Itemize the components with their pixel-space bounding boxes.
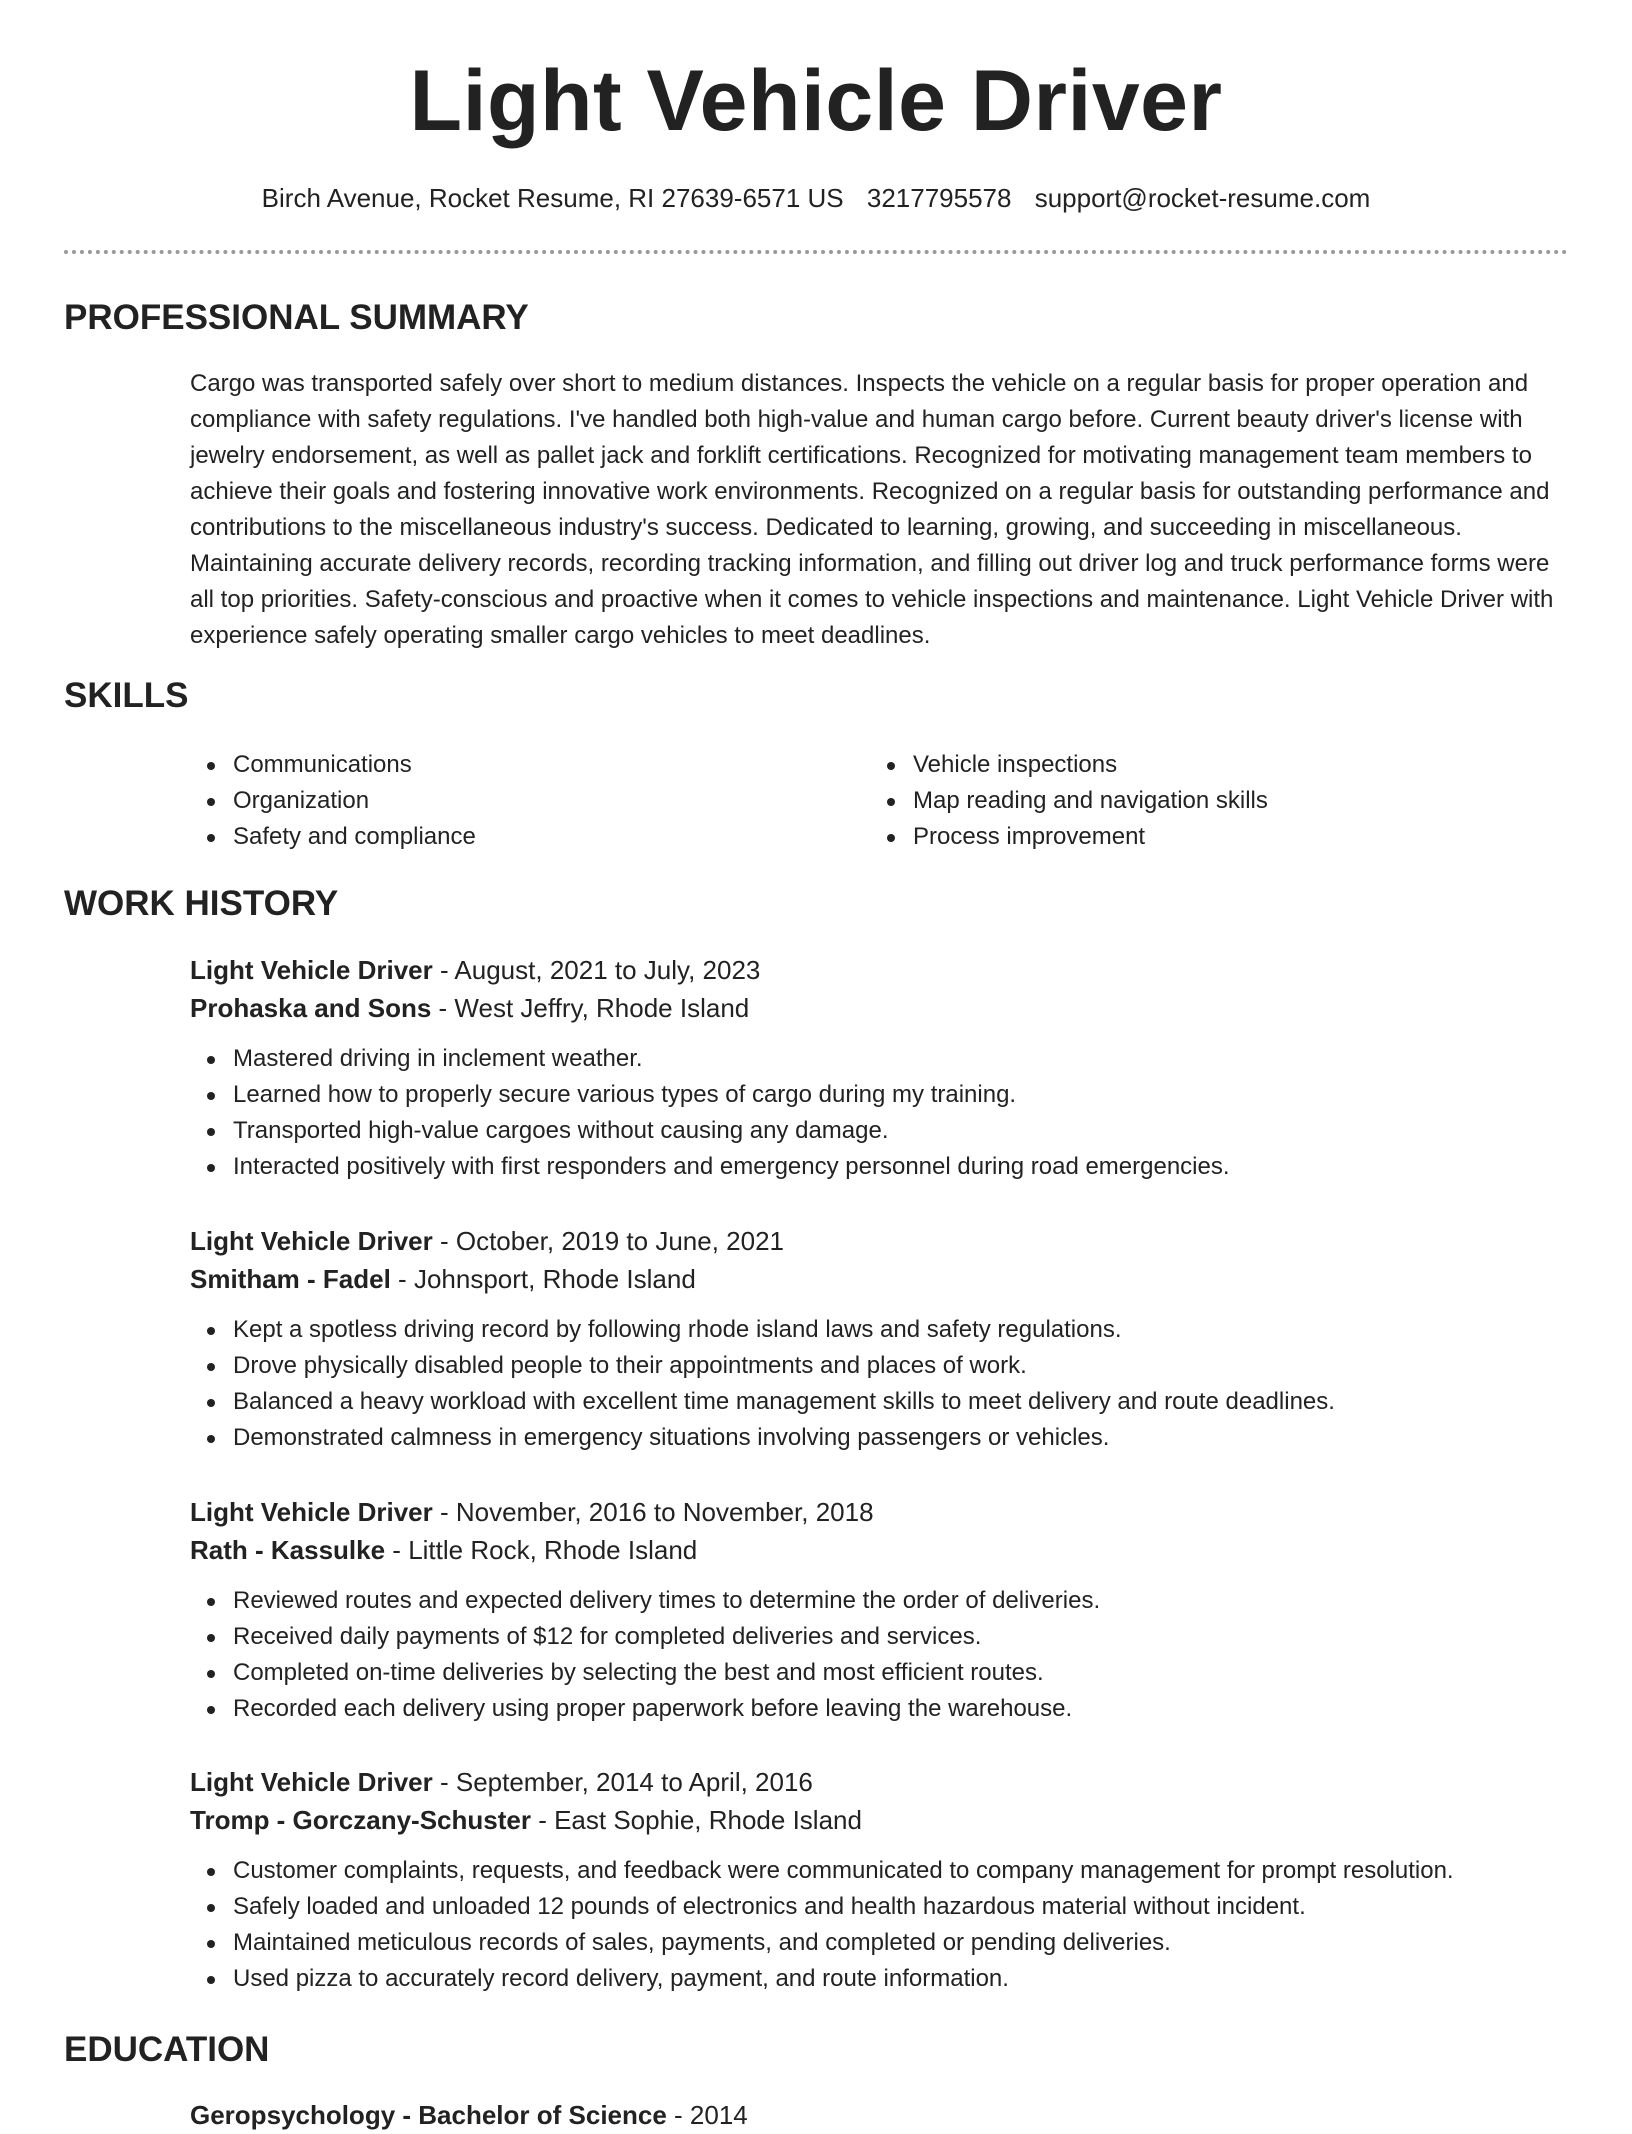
job-company-line: Smitham - Fadel - Johnsport, Rhode Island [190,1264,696,1294]
skills-list-right [870,747,1570,855]
job-company: Rath - Kassulke [190,1535,386,1565]
skill-item: Process improvement [870,819,1570,855]
job-duty: Learned how to properly secure various types of cargo during my training. [190,1077,1570,1113]
contact-email: support@rocket-resume.com [1034,183,1371,213]
job-duty: Mastered driving in inclement weather. [190,1041,1570,1077]
job-role: Light Vehicle Driver [190,1226,433,1256]
job-duties [190,1853,1570,1997]
education-degree: Bachelor of Science [418,2100,667,2130]
skill-item: Safety and compliance [190,819,830,855]
job-dates: August, 2021 to July, 2023 [454,955,761,985]
skill-item: Vehicle inspections [870,747,1570,783]
education-heading: EDUCATION [64,2030,270,2069]
job-entry [190,1763,1570,1997]
job-company-line: Prohaska and Sons - West Jeffry, Rhode Island [190,993,750,1023]
job-location: East Sophie, Rhode Island [554,1805,862,1835]
summary-text: Cargo was transported safely over short to medium distances. Inspects the vehicle on a regular basis for proper operation and compliance with safety regulations. I've handled both high-value and human cargo before. Current beauty driver's license with jewelry endorsement, as well as pallet jack and forklift certifications. Recognized for motivating management team members to achieve their goals and fostering innovative work environments. Recognized on a regular basis for outstanding performance and contributions to the miscellaneous industry's success. Dedicated to learning, growing, and succeeding in miscellaneous. Maintaining accurate delivery records, recording tracking information, and filling out driver log and truck performance forms were all top priorities. Safety-conscious and proactive when it comes to vehicle inspections and maintenance. Light Vehicle Driver with experience safely operating smaller cargo vehicles to meet deadlines. [190,370,1554,649]
job-duties [190,1312,1570,1456]
education-year: 2014 [689,2100,748,2130]
job-duty: Kept a spotless driving record by following rhode island laws and safety regulations. [190,1312,1570,1348]
job-duty: Reviewed routes and expected delivery times to determine the order of deliveries. [190,1583,1570,1619]
job-dates: November, 2016 to November, 2018 [455,1497,874,1527]
job-duties [190,1583,1570,1727]
job-role: Light Vehicle Driver [190,1767,433,1797]
education-field: Geropsychology [190,2100,396,2130]
job-company-line: Rath - Kassulke - Little Rock, Rhode Island [190,1535,698,1565]
job-duty: Used pizza to accurately record delivery, payment, and route information. [190,1961,1570,1997]
job-duty: Safely loaded and unloaded 12 pounds of electronics and health hazardous material without incident. [190,1889,1570,1925]
skill-item: Organization [190,783,830,819]
skill-item: Map reading and navigation skills [870,783,1570,819]
job-entry [190,1222,1570,1456]
job-dates: October, 2019 to June, 2021 [455,1226,784,1256]
job-duty: Transported high-value cargoes without causing any damage. [190,1113,1570,1149]
job-entry [190,951,1570,1185]
job-title-line: Light Vehicle Driver - November, 2016 to November, 2018 [190,1497,874,1527]
skills-list-left [190,747,830,855]
contact-address: Birch Avenue, Rocket Resume, RI 27639-6571 US [261,183,844,213]
skill-item: Communications [190,747,830,783]
job-company: Tromp - Gorczany-Schuster [190,1805,531,1835]
contact-line [0,182,1632,214]
header-divider [64,250,1568,254]
education-entry: Geropsychology - Bachelor of Science - 2014 [190,2100,748,2130]
job-duty: Drove physically disabled people to their appointments and places of work. [190,1348,1570,1384]
job-company-line: Tromp - Gorczany-Schuster - East Sophie, Rhode Island [190,1805,862,1835]
summary-heading: PROFESSIONAL SUMMARY [64,298,529,337]
job-duty: Completed on-time deliveries by selecting the best and most efficient routes. [190,1655,1570,1691]
job-duty: Received daily payments of $12 for completed deliveries and services. [190,1619,1570,1655]
job-duty: Maintained meticulous records of sales, payments, and completed or pending deliveries. [190,1925,1570,1961]
job-title-line: Light Vehicle Driver - September, 2014 to April, 2016 [190,1767,813,1797]
job-location: West Jeffry, Rhode Island [454,993,750,1023]
contact-phone: 3217795578 [866,183,1012,213]
job-duty: Balanced a heavy workload with excellent time management skills to meet delivery and route deadlines. [190,1384,1570,1420]
job-dates: September, 2014 to April, 2016 [455,1767,813,1797]
job-duty: Customer complaints, requests, and feedback were communicated to company management for prompt resolution. [190,1853,1570,1889]
job-role: Light Vehicle Driver [190,955,433,985]
job-duty: Recorded each delivery using proper paperwork before leaving the warehouse. [190,1691,1570,1727]
job-location: Johnsport, Rhode Island [413,1264,696,1294]
job-duties [190,1041,1570,1185]
job-title-line: Light Vehicle Driver - August, 2021 to July, 2023 [190,955,761,985]
job-entry [190,1493,1570,1727]
job-title-line: Light Vehicle Driver - October, 2019 to June, 2021 [190,1226,784,1256]
job-company: Smitham - Fadel [190,1264,391,1294]
job-company: Prohaska and Sons [190,993,432,1023]
job-role: Light Vehicle Driver [190,1497,433,1527]
job-duty: Demonstrated calmness in emergency situations involving passengers or vehicles. [190,1420,1570,1456]
skills-heading: SKILLS [64,676,189,715]
candidate-name: Light Vehicle Driver [409,53,1223,149]
job-location: Little Rock, Rhode Island [408,1535,698,1565]
work-heading: WORK HISTORY [64,884,339,923]
job-duty: Interacted positively with first responders and emergency personnel during road emergencies. [190,1149,1570,1185]
